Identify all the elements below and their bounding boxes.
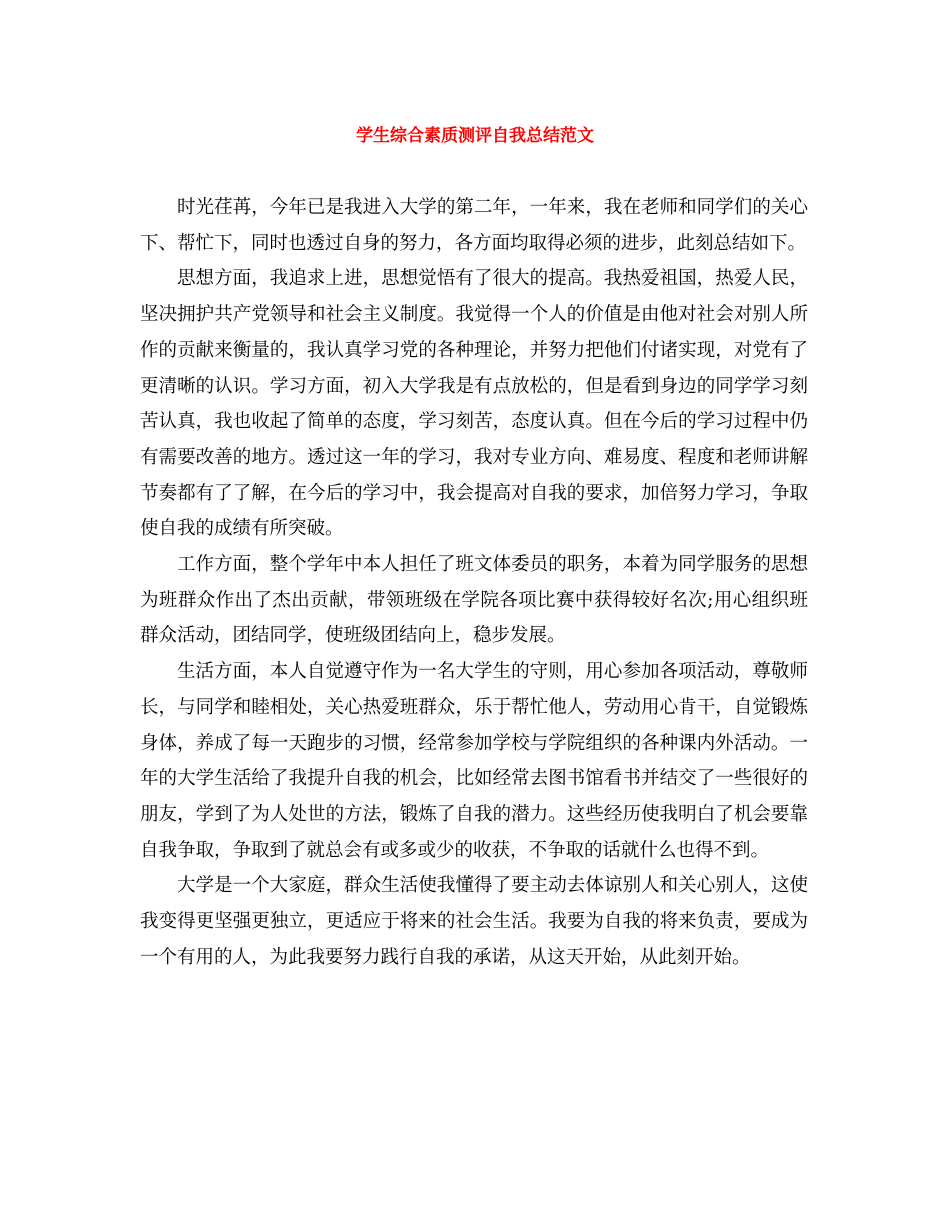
paragraph-work: 工作方面，整个学年中本人担任了班文体委员的职务，本着为同学服务的思想为班群众作出了杰出贡献，带领班级在学院各项比赛中获得较好名次;用心组织班群众活动，团结同学，使班级团结向上，稳步发展。 xyxy=(140,554,808,647)
paragraph-thought-and-study: 思想方面，我追求上进，思想觉悟有了很大的提高。我热爱祖国，热爱人民，坚决拥护共产党领导和社会主义制度。我觉得一个人的价值是由他对社会对别人所作的贡献来衡量的，我认真学习党的各种理论，并努力把他们付诸实现，对党有了更清晰的认识。学习方面，初入大学我是有点放松的，但是看到身边的同学学习刻苦认真，我也收起了简单的态度，学习刻苦，态度认真。但在今后的学习过程中仍有需要改善的地方。透过这一年的学习，我对专业方向、难易度、程度和老师讲解节奏都有了了解，在今后的学习中，我会提高对自我的要求，加倍努力学习，争取使自我的成绩有所突破。 xyxy=(140,268,808,540)
document-body xyxy=(140,190,808,975)
paragraph-life: 生活方面，本人自觉遵守作为一名大学生的守则，用心参加各项活动，尊敬师长，与同学和睦相处，关心热爱班群众，乐于帮忙他人，劳动用心肯干，自觉锻炼身体，养成了每一天跑步的习惯，经常参加学校与学院组织的各种课内外活动。一年的大学生活给了我提升自我的机会，比如经常去图书馆看书并结交了一些很好的朋友，学到了为人处世的方法，锻炼了自我的潜力。这些经历使我明白了机会要靠自我争取，争取到了就总会有或多或少的收获，不争取的话就什么也得不到。 xyxy=(140,661,808,861)
paragraph-conclusion: 大学是一个大家庭，群众生活使我懂得了要主动去体谅别人和关心别人，这使我变得更坚强更独立，更适应于将来的社会生活。我要为自我的将来负责，要成为一个有用的人，为此我要努力践行自我的承诺，从这天开始，从此刻开始。 xyxy=(140,875,808,968)
document-title: 学生综合素质测评自我总结范文 xyxy=(356,126,594,146)
paragraph-intro: 时光荏苒，今年已是我进入大学的第二年，一年来，我在老师和同学们的关心下、帮忙下，同时也透过自身的努力，各方面均取得必须的进步，此刻总结如下。 xyxy=(140,197,808,254)
